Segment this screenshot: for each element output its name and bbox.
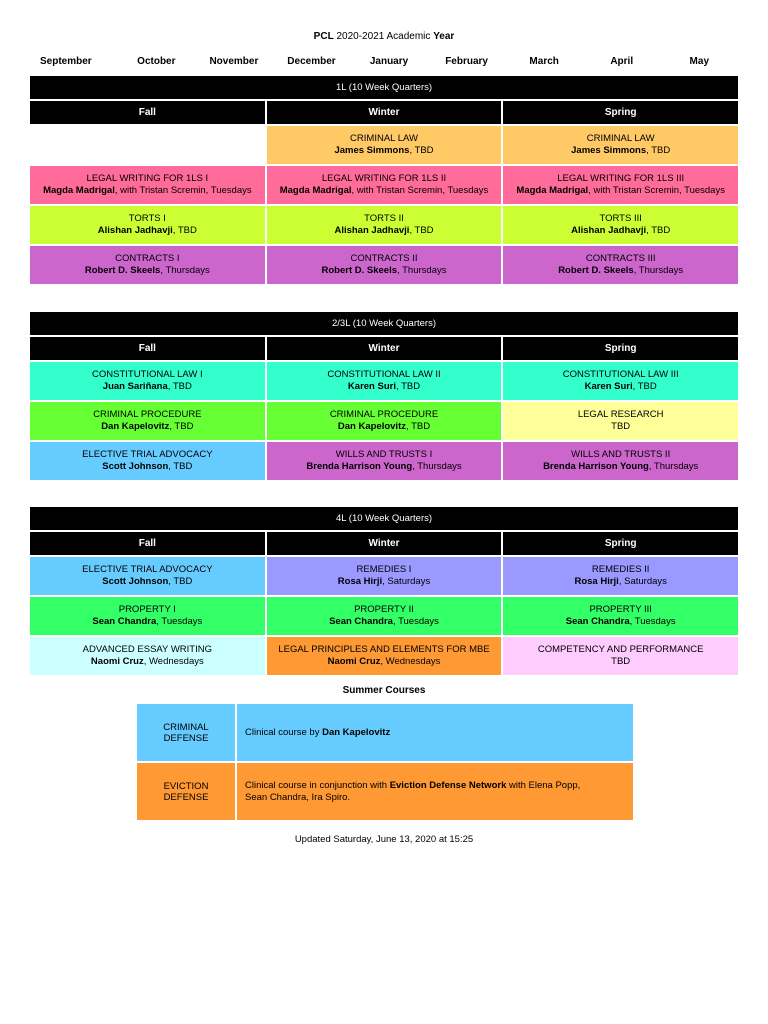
quarter-header: Spring <box>503 337 738 360</box>
course-cell <box>267 362 502 400</box>
course-row <box>30 442 738 480</box>
description-bold: Dan Kapelovitz <box>322 726 391 738</box>
instructor-name: Naomi Cruz <box>327 656 381 667</box>
instructor-line <box>574 576 666 588</box>
instructor-name: Robert D. Skeels <box>558 265 634 276</box>
instructor-line <box>338 421 430 433</box>
month: March <box>529 56 559 67</box>
updated-timestamp: Updated Saturday, June 13, 2020 at 15:25 <box>294 834 474 845</box>
instructor-name: Alishan Jadhavji <box>571 225 647 236</box>
course-title: CONSTITUTIONAL LAW I <box>92 369 203 380</box>
instructor-line <box>334 225 433 237</box>
schedule-note: , TBD <box>167 381 192 392</box>
course-title: TORTS I <box>128 213 166 224</box>
course-title: CRIMINAL PROCEDURE <box>93 409 202 420</box>
course-title: TORTS III <box>599 213 642 224</box>
course-cell <box>30 557 265 595</box>
course-row <box>30 637 738 675</box>
month: May <box>689 56 709 67</box>
schedule-note: , TBD <box>395 381 421 392</box>
course-title: REMEDIES I <box>356 564 412 575</box>
instructor-name: Sean Chandra <box>92 616 157 627</box>
course-title: COMPETENCY AND PERFORMANCE <box>537 644 704 655</box>
course-row <box>30 126 738 164</box>
quarter-header: Fall <box>30 337 265 360</box>
month: January <box>369 56 409 67</box>
section-banner: 4L (10 Week Quarters) <box>30 507 738 530</box>
quarter-header: Winter <box>267 532 502 555</box>
quarter-header: Winter <box>267 101 502 124</box>
description-text: Clinical course in conjunction with <box>245 779 390 791</box>
schedule-note: , TBD <box>409 145 434 156</box>
course-title: PROPERTY III <box>589 604 652 615</box>
description-line <box>245 727 633 739</box>
summer-label-line: DEFENSE <box>163 791 209 803</box>
instructor-name: Dan Kapelovitz <box>337 421 406 432</box>
instructor-name: Sean Chandra <box>329 616 393 627</box>
course-cell <box>503 557 738 595</box>
instructor-name: Juan Sariñana <box>102 381 168 392</box>
instructor-line <box>92 616 202 628</box>
course-row <box>30 557 738 595</box>
instructor-name: Rosa Hirji <box>337 576 383 587</box>
schedule-section <box>30 312 738 480</box>
instructor-line <box>328 656 441 668</box>
summer-courses-table <box>137 704 633 822</box>
schedule-note: , TBD <box>646 225 671 236</box>
course-title: TORTS II <box>364 213 404 224</box>
course-title: ELECTIVE TRIAL ADVOCACY <box>82 564 213 575</box>
course-title: PROPERTY I <box>118 604 176 615</box>
course-title: LEGAL RESEARCH <box>577 409 664 420</box>
instructor-line <box>102 461 192 473</box>
instructor-line <box>91 656 204 668</box>
summer-label-line: EVICTION <box>163 780 209 792</box>
course-cell <box>30 597 265 635</box>
course-cell <box>503 246 738 284</box>
instructor-name: Karen Suri <box>584 381 633 392</box>
summer-course-row <box>137 763 633 820</box>
course-title: LEGAL WRITING FOR 1LS I <box>86 173 209 184</box>
description-bold: Eviction Defense Network <box>389 779 507 791</box>
course-title: PROPERTY II <box>354 604 414 615</box>
summer-course-description <box>237 704 633 761</box>
month: October <box>137 56 176 67</box>
course-title: CONTRACTS I <box>115 253 180 264</box>
schedule-note: , TBD <box>646 145 671 156</box>
course-row <box>30 246 738 284</box>
instructor-name: Magda Madrigal <box>279 185 352 196</box>
instructor-name: Robert D. Skeels <box>321 265 398 276</box>
course-title: ELECTIVE TRIAL ADVOCACY <box>82 449 213 460</box>
schedule-note: , TBD <box>169 421 194 432</box>
schedule-note: , TBD <box>632 381 657 392</box>
course-row <box>30 362 738 400</box>
section-banner: 2/3L (10 Week Quarters) <box>30 312 738 335</box>
course-cell <box>503 166 738 204</box>
schedule-note: TBD <box>611 421 631 432</box>
course-cell <box>30 637 265 675</box>
instructor-name: Dan Kapelovitz <box>101 421 170 432</box>
schedule-note: , Tuesdays <box>392 616 439 627</box>
course-cell <box>30 126 265 164</box>
description-line <box>245 780 633 792</box>
quarter-header-row <box>30 337 738 360</box>
course-title: WILLS AND TRUSTS I <box>335 449 433 460</box>
course-cell <box>503 206 738 244</box>
instructor-name: Magda Madrigal <box>43 185 115 196</box>
instructor-line <box>571 225 670 237</box>
schedule-note: , Thursdays <box>397 265 447 276</box>
instructor-line <box>98 225 197 237</box>
course-cell <box>267 402 502 440</box>
course-row <box>30 166 738 204</box>
instructor-name: Alishan Jadhavji <box>334 225 410 236</box>
course-cell <box>503 597 738 635</box>
course-cell <box>267 442 502 480</box>
instructor-line <box>103 381 192 393</box>
month: November <box>209 56 259 67</box>
instructor-line <box>306 461 461 473</box>
schedule-note: , TBD <box>172 225 197 236</box>
month: April <box>610 56 634 67</box>
title-bold: PCL <box>313 31 334 42</box>
schedule-note: , Wednesdays <box>143 656 204 667</box>
instructor-line <box>543 461 698 473</box>
course-row <box>30 597 738 635</box>
course-title: ADVANCED ESSAY WRITING <box>82 644 212 655</box>
course-cell <box>30 442 265 480</box>
course-cell <box>30 362 265 400</box>
instructor-line <box>334 145 433 157</box>
title-rest: 2020-2021 Academic <box>333 31 434 42</box>
course-cell <box>503 637 738 675</box>
course-cell <box>267 637 502 675</box>
schedule-section <box>30 507 738 675</box>
schedule-note: , TBD <box>168 461 193 472</box>
course-cell <box>503 442 738 480</box>
instructor-name: Karen Suri <box>347 381 396 392</box>
course-title: LEGAL WRITING FOR 1LS III <box>557 173 685 184</box>
instructor-line <box>571 145 670 157</box>
course-cell <box>30 206 265 244</box>
schedule-note: , with Tristan Scremin, Tuesdays <box>351 185 489 196</box>
schedule-note: , Thursdays <box>633 265 684 276</box>
instructor-name: Robert D. Skeels <box>84 265 161 276</box>
schedule-note: , Thursdays <box>160 265 210 276</box>
instructor-name: Naomi Cruz <box>90 656 144 667</box>
instructor-name: Brenda Harrison Young <box>543 461 649 472</box>
instructor-line <box>101 421 193 433</box>
course-title: LEGAL WRITING FOR 1LS II <box>321 173 447 184</box>
title-year: Year <box>433 31 455 42</box>
month-header <box>30 56 738 67</box>
course-title: CONTRACTS II <box>350 253 418 264</box>
instructor-line <box>566 616 676 628</box>
instructor-name: Alishan Jadhavji <box>97 225 173 236</box>
course-row <box>30 206 738 244</box>
schedule-note: , Tuesdays <box>629 616 676 627</box>
schedule-note: , Thursdays <box>412 461 462 472</box>
schedule-note: , Saturdays <box>618 576 667 587</box>
course-cell <box>30 402 265 440</box>
instructor-name: Sean Chandra <box>565 616 630 627</box>
instructor-name: Scott Johnson <box>102 461 169 472</box>
instructor-line <box>85 265 210 277</box>
course-title: LEGAL PRINCIPLES AND ELEMENTS FOR MBE <box>278 644 490 655</box>
schedule-note: , TBD <box>168 576 193 587</box>
schedule-note: , Wednesdays <box>380 656 441 667</box>
schedule-note: , TBD <box>409 225 434 236</box>
summer-course-label <box>137 763 235 820</box>
course-title: CONTRACTS III <box>585 253 656 264</box>
instructor-line <box>329 616 439 628</box>
course-title: CRIMINAL PROCEDURE <box>329 409 439 420</box>
course-title: CRIMINAL LAW <box>586 133 655 144</box>
summer-label-line: CRIMINAL <box>163 721 209 733</box>
course-cell <box>267 166 502 204</box>
schedule-section <box>30 76 738 284</box>
quarter-header-row <box>30 532 738 555</box>
schedule-note: , Tuesdays <box>156 616 203 627</box>
instructor-line <box>338 576 430 588</box>
quarter-header: Spring <box>503 532 738 555</box>
page-title <box>0 31 768 42</box>
schedule-note: , Saturdays <box>382 576 431 587</box>
description-line: Sean Chandra, Ira Spiro. <box>245 791 351 803</box>
summer-label-line: DEFENSE <box>163 732 209 744</box>
instructor-line <box>348 381 420 393</box>
schedule-note: TBD <box>611 656 631 667</box>
course-cell <box>267 557 502 595</box>
course-cell <box>503 362 738 400</box>
course-cell <box>503 126 738 164</box>
instructor-name: Magda Madrigal <box>516 185 589 196</box>
instructor-line <box>585 381 657 393</box>
section-banner: 1L (10 Week Quarters) <box>30 76 738 99</box>
instructor-line <box>516 185 725 197</box>
summer-course-label <box>137 704 235 761</box>
course-cell <box>30 166 265 204</box>
course-title: CONSTITUTIONAL LAW II <box>327 369 441 380</box>
month: December <box>287 56 336 67</box>
instructor-line <box>322 265 447 277</box>
quarter-header: Winter <box>267 337 502 360</box>
schedule-note: , with Tristan Scremin, Tuesdays <box>588 185 725 196</box>
month: September <box>40 56 92 67</box>
quarter-header: Fall <box>30 532 265 555</box>
instructor-line <box>611 656 630 668</box>
instructor-line <box>558 265 683 277</box>
instructor-name: Rosa Hirji <box>574 576 619 587</box>
course-title: WILLS AND TRUSTS II <box>571 449 671 460</box>
course-cell <box>267 246 502 284</box>
instructor-name: Scott Johnson <box>102 576 169 587</box>
course-row <box>30 402 738 440</box>
instructor-name: James Simmons <box>571 145 647 156</box>
quarter-header-row <box>30 101 738 124</box>
instructor-line <box>611 421 630 433</box>
course-title: REMEDIES II <box>591 564 650 575</box>
instructor-name: Brenda Harrison Young <box>306 461 413 472</box>
course-title: CRIMINAL LAW <box>350 133 418 144</box>
summer-course-row <box>137 704 633 761</box>
schedule-note: , Thursdays <box>648 461 699 472</box>
course-cell <box>503 402 738 440</box>
schedule-note: , TBD <box>406 421 431 432</box>
summer-course-description <box>237 763 633 820</box>
description-text: with Elena Popp, <box>506 779 581 791</box>
instructor-name: James Simmons <box>334 145 410 156</box>
instructor-line <box>102 576 192 588</box>
instructor-line <box>280 185 489 197</box>
course-title: CONSTITUTIONAL LAW III <box>562 369 679 380</box>
course-cell <box>30 246 265 284</box>
month: February <box>445 56 488 67</box>
course-cell <box>267 206 502 244</box>
quarter-header: Spring <box>503 101 738 124</box>
summer-courses-title: Summer Courses <box>342 685 426 696</box>
instructor-line <box>43 185 252 197</box>
description-text: Clinical course by <box>245 726 323 738</box>
course-cell <box>267 597 502 635</box>
schedule-note: , with Tristan Scremin, Tuesdays <box>114 185 252 196</box>
course-cell <box>267 126 502 164</box>
quarter-header: Fall <box>30 101 265 124</box>
